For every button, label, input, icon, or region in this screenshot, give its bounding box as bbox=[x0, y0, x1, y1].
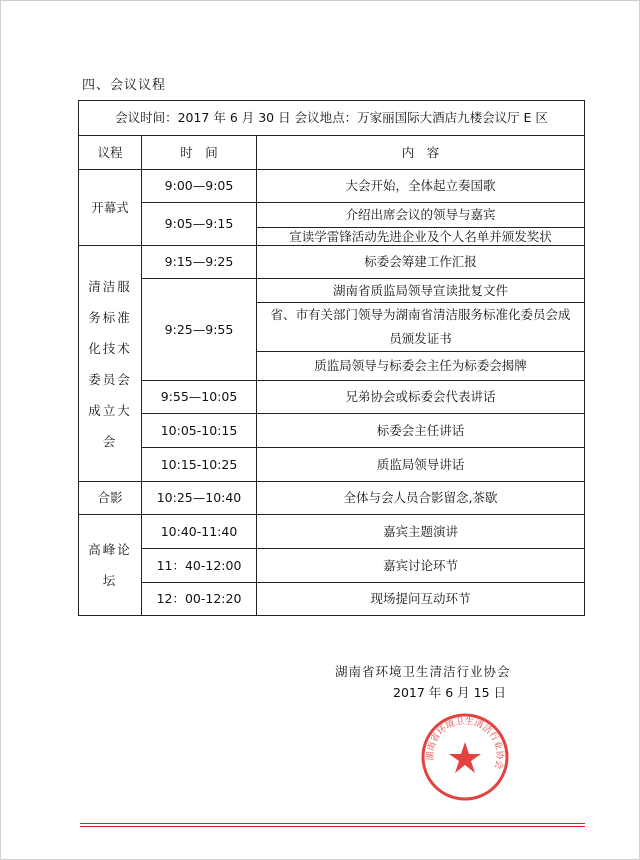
time-cell: 9:25—9:55 bbox=[142, 279, 257, 381]
content-cell: 大会开始，全体起立奏国歌 bbox=[257, 170, 585, 203]
column-header: 内 容 bbox=[257, 136, 585, 170]
content-cell: 质监局领导讲话 bbox=[257, 448, 585, 482]
content-cell: 兄弟协会或标委会代表讲话 bbox=[257, 381, 585, 414]
content-cell: 标委会主任讲话 bbox=[257, 414, 585, 448]
time-cell: 9:05—9:15 bbox=[142, 203, 257, 246]
content-cell: 全体与会人员合影留念,茶歇 bbox=[257, 482, 585, 515]
session-name: 清洁服 务标准 化技术 委员会 成立大 会 bbox=[79, 246, 142, 482]
agenda-table bbox=[78, 100, 585, 616]
session-name: 高峰论 坛 bbox=[79, 515, 142, 616]
content-cell: 质监局领导与标委会主任为标委会揭牌 bbox=[257, 352, 585, 381]
time-cell: 10:15-10:25 bbox=[142, 448, 257, 482]
column-header: 议程 bbox=[79, 136, 142, 170]
content-cell: 嘉宾主题演讲 bbox=[257, 515, 585, 549]
content-cell: 嘉宾讨论环节 bbox=[257, 549, 585, 583]
content-cell: 省、市有关部门领导为湖南省清洁服务标准化委员会成员颁发证书 bbox=[257, 303, 585, 352]
time-cell: 10:40-11:40 bbox=[142, 515, 257, 549]
section-heading: 四、会议议程 bbox=[82, 78, 167, 93]
signature-date: 2017 年 6 月 15 日 bbox=[393, 685, 507, 700]
session-name: 开幕式 bbox=[79, 170, 142, 246]
content-cell: 宣读学雷锋活动先进企业及个人名单并颁发奖状 bbox=[257, 228, 585, 246]
official-stamp bbox=[420, 712, 510, 802]
content-cell: 湖南省质监局领导宣读批复文件 bbox=[257, 279, 585, 303]
session-name: 合影 bbox=[79, 482, 142, 515]
star-icon bbox=[449, 742, 481, 773]
content-cell: 现场提问互动环节 bbox=[257, 583, 585, 616]
content-cell: 标委会筹建工作汇报 bbox=[257, 246, 585, 279]
time-cell: 9:55—10:05 bbox=[142, 381, 257, 414]
time-cell: 11：40-12:00 bbox=[142, 549, 257, 583]
stamp-text: 湖南省环境卫生清洁行业协会 bbox=[425, 716, 505, 770]
footer-rule bbox=[80, 823, 585, 824]
time-cell: 12：00-12:20 bbox=[142, 583, 257, 616]
time-cell: 9:00—9:05 bbox=[142, 170, 257, 203]
meeting-info: 会议时间：2017 年 6 月 30 日 会议地点：万家丽国际大酒店九楼会议厅 E 区 bbox=[79, 101, 585, 136]
time-cell: 9:15—9:25 bbox=[142, 246, 257, 279]
signature-org: 湖南省环境卫生清洁行业协会 bbox=[335, 664, 511, 679]
time-cell: 10:05-10:15 bbox=[142, 414, 257, 448]
footer-rule bbox=[80, 826, 585, 827]
column-header: 时 间 bbox=[142, 136, 257, 170]
content-cell: 介绍出席会议的领导与嘉宾 bbox=[257, 203, 585, 228]
time-cell: 10:25—10:40 bbox=[142, 482, 257, 515]
